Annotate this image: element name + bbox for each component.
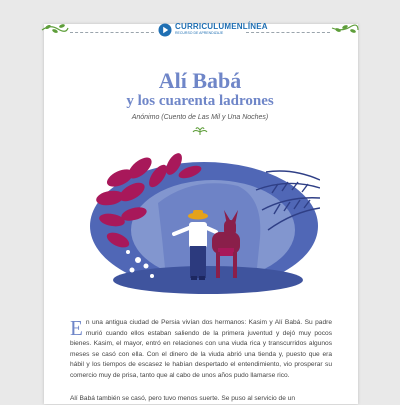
header-badge (158, 23, 268, 37)
paragraph-1-text: n una antigua ciudad de Persia vivían dos hermanos: Kasim y Alí Babá. Su padre murió cuando ellos estaban saliendo de la primera juventud y dejó muy pocos bienes. Kasim, el mayor, entró en relaciones con una viuda rica y transcurridos algunos meses se casó con ella. Con el dinero de la viuda abrió una tienda y, puesto que era hábil y los tiempos de escasez le habían despertado el entendimiento, vio prosperar su comercio muy de prisa, tanto que al cabo de unos años pudo llamarse rico. (70, 319, 332, 379)
story-paragraph-1 (70, 318, 332, 382)
vine-ornament-left-icon (40, 22, 70, 36)
leaf-ornament-icon (192, 126, 208, 136)
brand-tagline: RECURSO DE APRENDIZAJE (175, 31, 224, 35)
header-rule-left (70, 32, 154, 33)
story-illustration (88, 148, 320, 298)
story-author: Anónimo (Cuento de Las Mil y Una Noches) (131, 114, 269, 121)
story-paragraph-2: Alí Babá también se casó, pero tuvo menos suerte. Se puso al servicio de un (70, 395, 296, 402)
story-subtitle: y los cuarenta ladrones (126, 93, 274, 109)
vine-ornament-right-icon (330, 22, 360, 36)
play-circle-icon (158, 23, 172, 37)
brand-name: CURRICULUMENLÍNEA (175, 22, 268, 31)
story-title: Alí Babá (158, 68, 242, 93)
drop-cap: E (70, 316, 83, 340)
